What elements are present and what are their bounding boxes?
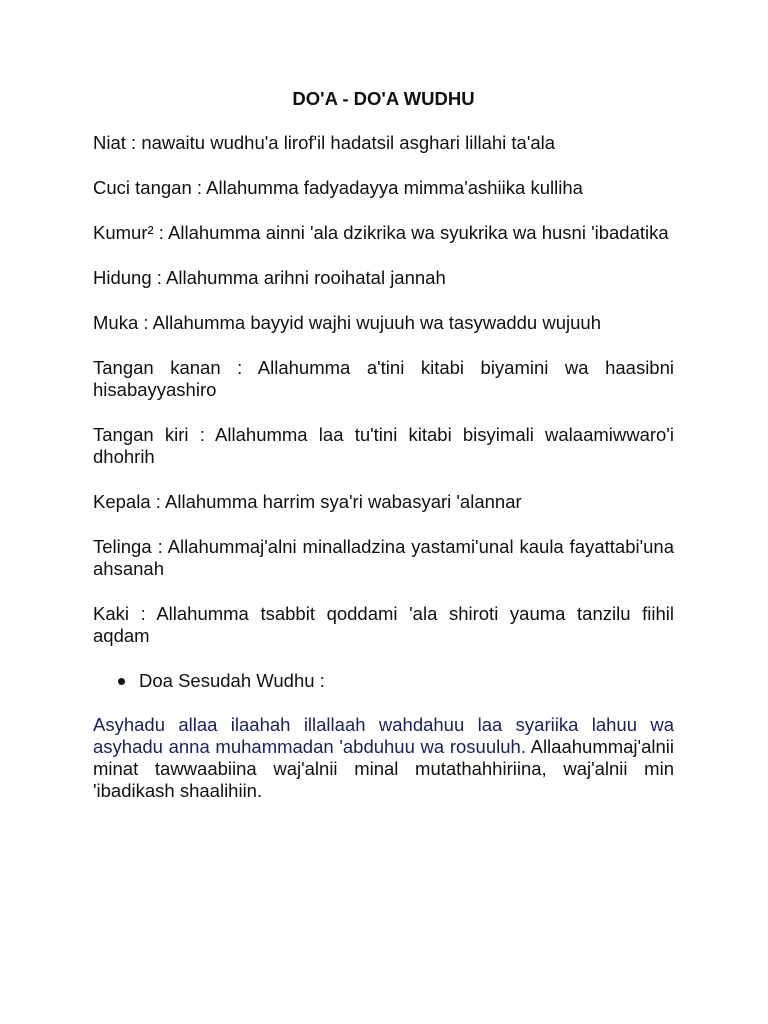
paragraph-niat: Niat : nawaitu wudhu'a lirof'il hadatsil asghari lillahi ta'ala: [93, 132, 556, 153]
paragraph-kumur: Kumur² : Allahumma ainni 'ala dzikrika wa syukrika wa husni 'ibadatika: [93, 222, 669, 243]
bullet-dot-icon: [118, 678, 125, 685]
paragraph-cuci-tangan: Cuci tangan : Allahumma fadyadayya mimma'ashiika kulliha: [93, 177, 583, 198]
closing-prayer-doa: Allaahummaj'alnii minat tawwaabiina waj'alnii minal mutathahhiriina, waj'alnii min 'ibadikash shaalihiin.: [93, 736, 674, 801]
document-title: DO'A - DO'A WUDHU: [292, 88, 475, 109]
closing-prayer: [93, 714, 674, 802]
paragraph-telinga: Telinga : Allahummaj'alni minalladzina yastami'unal kaula fayattabi'una ahsanah: [93, 536, 674, 579]
paragraph-hidung: Hidung : Allahumma arihni rooihatal jannah: [93, 267, 446, 288]
paragraph-tangan-kiri: Tangan kiri : Allahumma laa tu'tini kitabi bisyimali walaamiwwaro'i dhohrih: [93, 424, 674, 467]
paragraph-kepala: Kepala : Allahumma harrim sya'ri wabasyari 'alannar: [93, 491, 522, 512]
bullet-label: Doa Sesudah Wudhu :: [139, 670, 325, 691]
paragraph-tangan-kanan: Tangan kanan : Allahumma a'tini kitabi biyamini wa haasibni hisabayyashiro: [93, 357, 674, 400]
bullet-list: [93, 670, 674, 692]
paragraph-kaki: Kaki : Allahumma tsabbit qoddami 'ala shiroti yauma tanzilu fiihil aqdam: [93, 603, 674, 646]
bullet-item-doa-sesudah: [93, 670, 674, 692]
paragraph-muka: Muka : Allahumma bayyid wajhi wujuuh wa tasywaddu wujuuh: [93, 312, 601, 333]
document-page: [93, 88, 674, 802]
closing-prayer-syahadat: Asyhadu allaa ilaahah illallaah wahdahuu laa syariika lahuu wa asyhadu anna muhammadan 'abduhuu wa rosuuluh.: [93, 714, 674, 757]
